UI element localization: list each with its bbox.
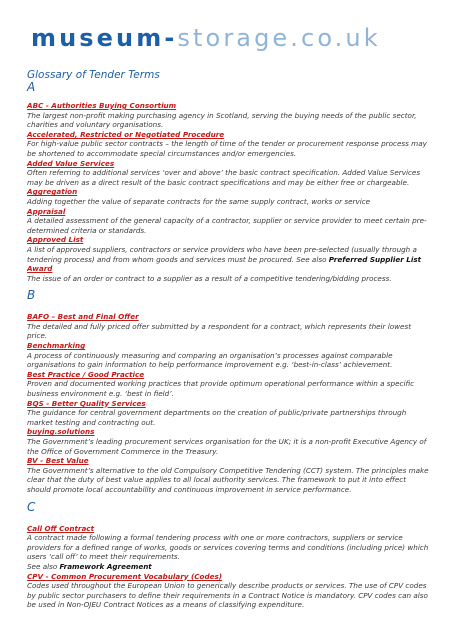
glossary-term: Added Value Services: [27, 158, 115, 168]
glossary-term: Best Practice / Good Practice: [27, 369, 145, 379]
site-logo[interactable]: [31, 26, 381, 50]
section-letter-a: A: [27, 80, 36, 94]
glossary-term: Benchmarking: [27, 341, 86, 351]
glossary-term: Accelerated, Restricted or Negotiated Procedure: [27, 129, 225, 139]
section-letter-c: C: [27, 499, 36, 514]
glossary-definition: The issue of an order or contract to a supplier as a result of a competitive tendering/bidding process.: [27, 273, 392, 283]
glossary-term: Call Off Contract: [27, 523, 95, 533]
glossary-term: Award: [27, 264, 53, 274]
glossary-term: BV - Best Value: [27, 456, 89, 466]
definition-text: A list of approved suppliers, contractors or service providers who have been pre-selected (usually through a tendering process) and from whom goods and services must be procured. See also: [27, 244, 417, 264]
glossary-definition: For high-value public sector contracts – the length of time of the tender or procurement response process may be shortened to accommodate special circumstances and/or emergencies.: [27, 139, 427, 158]
glossary-definition: The largest non-profit making purchasing agency in Scotland, serving the buying needs of the public sector, charities and voluntary organisations.: [27, 110, 417, 130]
logo-part-2: storage.co.uk: [177, 24, 381, 52]
see-also-label: See also: [27, 561, 58, 571]
glossary-see-also: [27, 562, 432, 572]
glossary-definition: The Government’s leading procurement services organisation for the UK; it is a non-profit Executive Agency of the Office of Government Commerce in the Treasury.: [27, 437, 427, 456]
glossary-definition: The Government’s alternative to the old Compulsory Competitive Tendering (CCT) system. The principles make clear that the duty of best value applies to all local authority services. The framework to put it into effect should promote local accountability and continuous improvement in service performance.: [27, 465, 429, 494]
glossary-term: BAFO – Best and Final Offer: [27, 312, 139, 322]
glossary-term: Aggregation: [27, 187, 78, 197]
glossary-term: buying.solutions: [27, 427, 95, 437]
glossary-definition: [27, 245, 432, 264]
glossary-definition: A detailed assessment of the general capacity of a contractor, supplier or service provider to meet certain pre-determined criteria or standards.: [27, 216, 427, 235]
cross-reference-link[interactable]: Preferred Supplier List: [328, 254, 422, 264]
glossary-definition: Proven and documented working practices that provide optimum operational performance within a specific business environment e.g. ‘best in field’.: [27, 379, 415, 399]
glossary-definition: Adding together the value of separate contracts for the same supply contract, works or service: [27, 196, 371, 206]
glossary-content: [27, 70, 432, 610]
glossary-definition: Codes used throughout the European Union to generically describe products or services. The use of CPV codes by public sector purchasers to define their requirements in a Contract Notice is mandatory. CPV codes can also be used in Non-OJEU Contract Notices as a means of classifying expenditure.: [27, 581, 428, 610]
glossary-term: BQS - Better Quality Services: [27, 398, 146, 408]
glossary-definition: The guidance for central government departments on the creation of public/private partnerships through market testing and contracting out.: [27, 408, 407, 427]
page-title: Glossary of Tender Terms: [27, 69, 160, 81]
section-letter-b: B: [27, 288, 36, 303]
glossary-term: CPV - Common Procurement Vocabulary (Codes): [27, 571, 223, 581]
glossary-term: Appraisal: [27, 206, 66, 216]
cross-reference-link[interactable]: Framework Agreement: [59, 561, 152, 571]
logo-part-1: museum-: [31, 24, 178, 52]
glossary-definition: A process of continuously measuring and comparing an organisation’s processes against comparable organisations to gain information to help performance improvement e.g. ‘best-in-class’ achievement.: [27, 350, 393, 370]
glossary-definition: Often referring to additional services ‘over and above’ the basic contract specification. Added Value Services may be driven as a direct result of the basic contract specifications and may be either free or chargeable.: [27, 168, 421, 187]
glossary-term: ABC - Authorities Buying Consortium: [27, 101, 177, 110]
glossary-definition: A contract made following a formal tendering process with one or more contractors, suppliers or service providers for a defined range of works, goods or services covering terms and conditions (including price) which users ‘call off’ to meet their requirements.: [27, 533, 429, 562]
glossary-term: Approved List: [27, 235, 84, 245]
glossary-definition: The detailed and fully priced offer submitted by a respondent for a contract, which represents their lowest price.: [27, 321, 412, 341]
